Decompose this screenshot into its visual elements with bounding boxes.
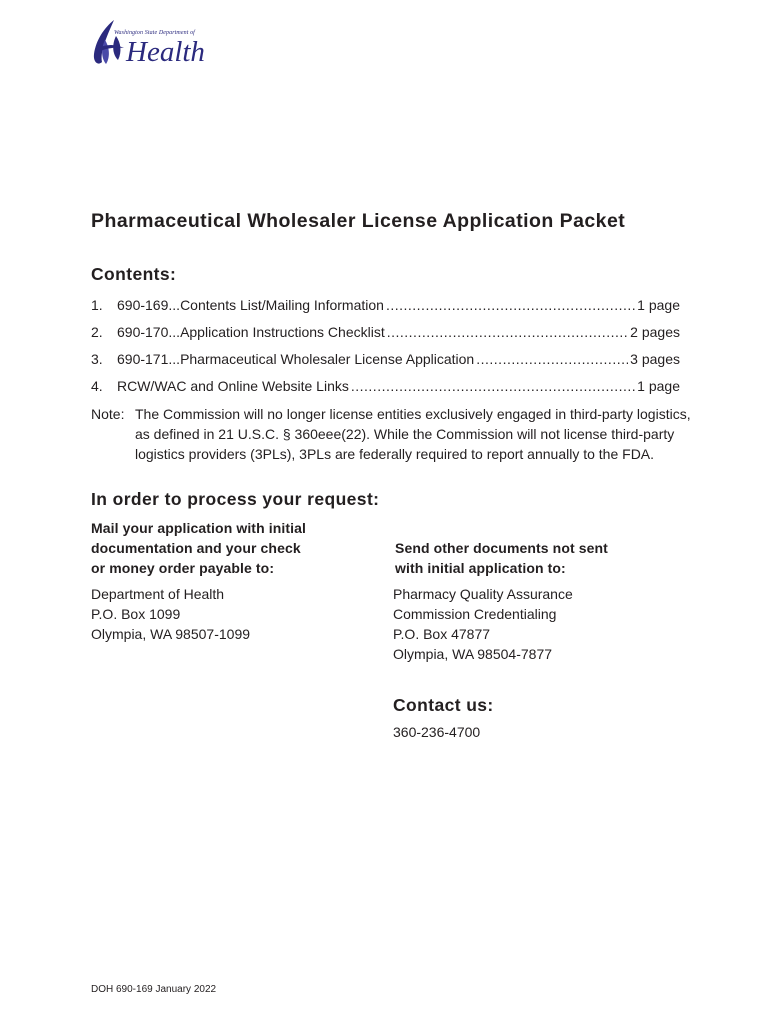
- dot-leader: [351, 376, 635, 396]
- separator: ...: [168, 297, 181, 313]
- page-title: Pharmaceutical Wholesaler License Application Packet: [91, 210, 626, 232]
- credentialing-mailing-address: [393, 584, 573, 664]
- contents-item: [91, 376, 680, 396]
- heading-line: Send other documents not sent: [395, 540, 608, 556]
- address-line: Commission Credentialing: [393, 606, 557, 622]
- item-number: 4.: [91, 378, 103, 394]
- heading-line: with initial application to:: [395, 560, 566, 576]
- note-label: Note:: [91, 406, 125, 422]
- logo-health-text: Health: [126, 36, 205, 68]
- contact-heading: Contact us:: [393, 695, 494, 715]
- dot-leader: [386, 295, 635, 315]
- address-line: P.O. Box 47877: [393, 626, 491, 642]
- item-label: Pharmaceutical Wholesaler License Application: [180, 351, 475, 367]
- dot-leader: [387, 322, 628, 342]
- address-line: Department of Health: [91, 586, 225, 602]
- doh-mailing-address: [91, 584, 250, 644]
- page-count: 3 pages: [630, 351, 680, 367]
- other-documents-heading: [395, 538, 608, 578]
- mail-application-heading: [91, 518, 306, 578]
- heading-line: documentation and your check: [91, 540, 301, 556]
- item-label: Contents List/Mailing Information: [180, 297, 384, 313]
- item-label: RCW/WAC and Online Website Links: [117, 378, 349, 394]
- form-footer: DOH 690-169 January 2022: [91, 984, 217, 995]
- form-code: 690-171: [117, 351, 169, 367]
- dot-leader: [476, 349, 628, 369]
- heading-line: or money order payable to:: [91, 560, 275, 576]
- contents-item: [91, 322, 680, 342]
- address-line: P.O. Box 1099: [91, 606, 181, 622]
- contact-phone: 360-236-4700: [393, 724, 481, 740]
- separator: ...: [168, 351, 181, 367]
- separator: ...: [168, 324, 181, 340]
- page-count: 2 pages: [630, 324, 680, 340]
- page-count: 1 page: [637, 378, 680, 394]
- logo-small-text: Washington State Department of: [114, 30, 195, 36]
- process-heading: In order to process your request:: [91, 489, 380, 509]
- item-label: Application Instructions Checklist: [180, 324, 385, 340]
- form-code: 690-169: [117, 297, 169, 313]
- item-number: 2.: [91, 324, 103, 340]
- contents-heading: Contents:: [91, 264, 177, 284]
- page-count: 1 page: [637, 297, 680, 313]
- item-number: 1.: [91, 297, 103, 313]
- contents-item: [91, 349, 680, 369]
- item-number: 3.: [91, 351, 103, 367]
- address-line: Olympia, WA 98504-7877: [393, 646, 553, 662]
- note-text: The Commission will no longer license entities exclusively engaged in third-party logistics, as defined in 21 U.S.C. § 360eee(22). While the Commission will not license third-party logistics providers (3PLs), 3PLs are federally required to report annually to the FDA.: [135, 406, 691, 462]
- contents-item: [91, 295, 680, 315]
- form-code: 690-170: [117, 324, 169, 340]
- address-line: Olympia, WA 98507-1099: [91, 626, 251, 642]
- heading-line: Mail your application with initial: [91, 520, 306, 536]
- address-line: Pharmacy Quality Assurance: [393, 586, 573, 602]
- doh-logo: [92, 18, 204, 68]
